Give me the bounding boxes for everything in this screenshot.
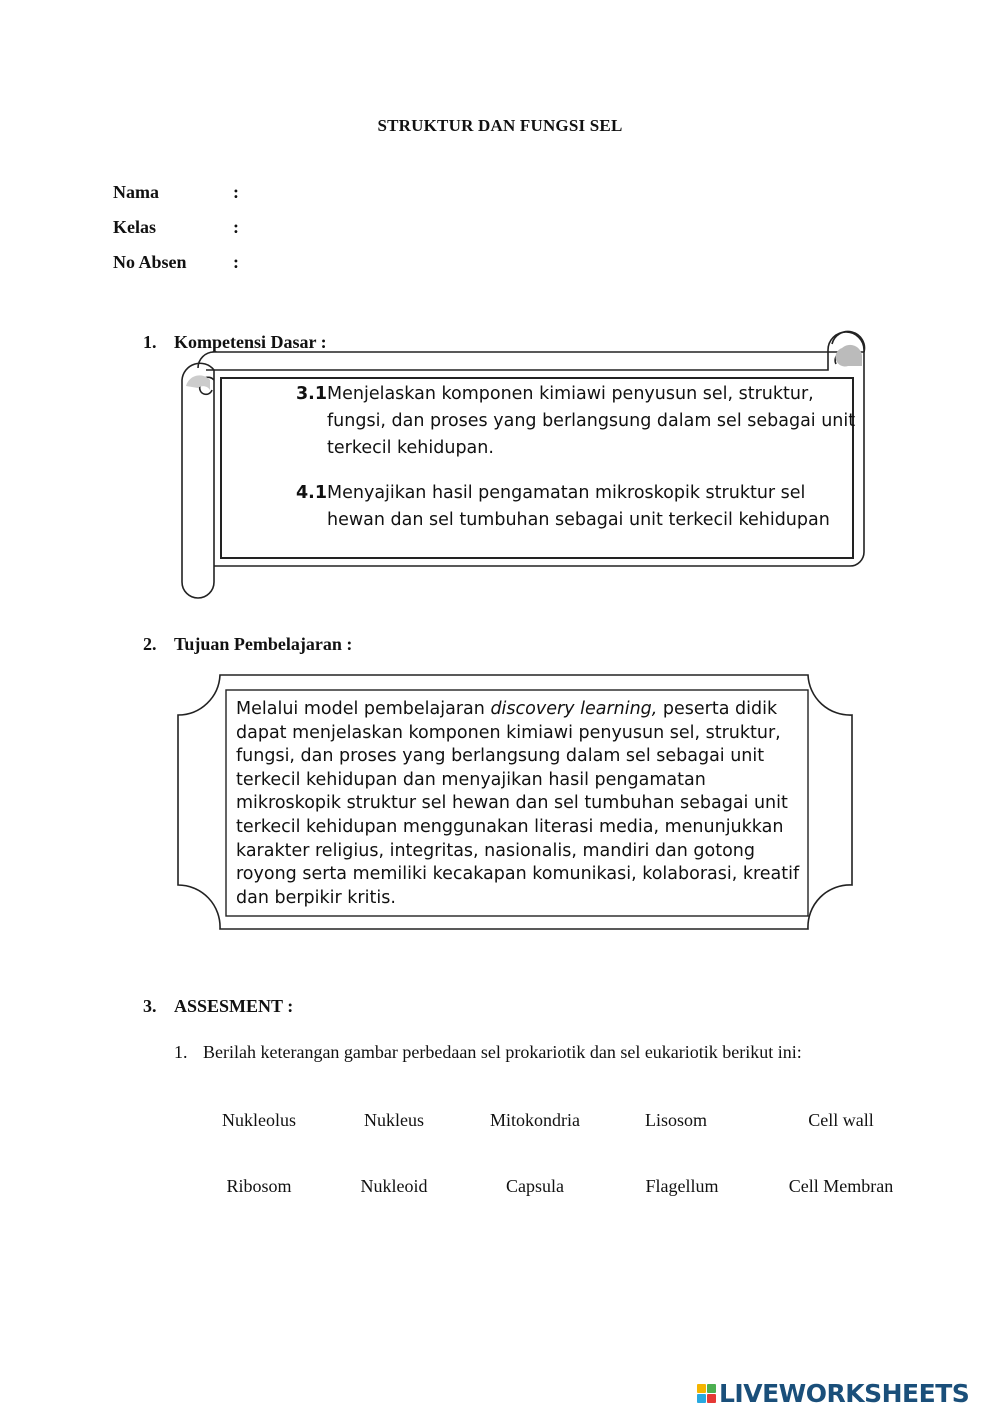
question-text: Berilah keterangan gambar perbedaan sel prokariotik dan sel eukariotik berikut ini:: [203, 1042, 802, 1062]
kelas-row: [113, 217, 239, 238]
logo-square-4: [707, 1394, 716, 1403]
kompetensi-item-text: Menyajikan hasil pengamatan mikroskopik struktur sel hewan dan sel tumbuhan sebagai unit terkecil kehidupan: [327, 483, 830, 530]
tujuan-paragraph: [236, 698, 802, 910]
no-absen-label: No Absen: [113, 252, 187, 272]
kompetensi-item-4-1: [296, 480, 856, 534]
tujuan-title: Tujuan Pembelajaran :: [174, 634, 353, 654]
no-absen-colon: :: [233, 252, 239, 272]
logo-square-3: [697, 1394, 706, 1403]
liveworksheets-logo[interactable]: [697, 1377, 969, 1409]
logo-square-2: [707, 1384, 716, 1393]
kelas-label: Kelas: [113, 217, 156, 237]
kompetensi-item-3-1: [296, 381, 856, 462]
logo-square-1: [697, 1384, 706, 1393]
tujuan-number: 2.: [143, 634, 157, 654]
nama-label: Nama: [113, 182, 159, 202]
term-cell-membran[interactable]: Cell Membran: [788, 1176, 894, 1196]
kompetensi-item-number: 3.1: [296, 384, 328, 404]
kompetensi-title: Kompetensi Dasar :: [174, 332, 327, 352]
question-1: [174, 1042, 802, 1063]
assesment-heading: [143, 996, 293, 1017]
tujuan-text-italic: discovery learning,: [490, 699, 658, 719]
kompetensi-number: 1.: [143, 332, 157, 352]
term-nukleolus[interactable]: Nukleolus: [222, 1110, 296, 1130]
question-number: 1.: [174, 1042, 188, 1062]
scroll-frame: [178, 330, 870, 602]
kompetensi-item-text: Menjelaskan komponen kimiawi penyusun sel, struktur, fungsi, dan proses yang berlangsung dalam sel sebagai unit terkecil kehidupan.: [327, 384, 856, 458]
liveworksheets-brand: LIVEWORKSHEETS: [719, 1378, 970, 1408]
no-absen-row: [113, 252, 239, 273]
term-nukleoid[interactable]: Nukleoid: [360, 1176, 428, 1196]
page-title: STRUKTUR DAN FUNGSI SEL: [377, 116, 623, 135]
kelas-colon: :: [233, 217, 239, 237]
tujuan-text-after: peserta didik dapat menjelaskan komponen kimiawi penyusun sel, struktur, fungsi, dan proses yang berlangsung dalam sel sebagai unit terkecil kehidupan dan menyajikan hasil pengamatan mikroskopik struktur sel hewan dan sel tumbuhan sebagai unit terkecil kehidupan menggunakan literasi media, menunjukkan karakter religius, integritas, nasionalis, mandiri dan gotong royong serta memiliki kecakapan komunikasi, kolaborasi, kreatif dan berpikir kritis.: [236, 699, 800, 908]
nama-row: [113, 182, 239, 203]
term-ribosom[interactable]: Ribosom: [226, 1176, 292, 1196]
kompetensi-item-number: 4.1: [296, 483, 328, 503]
assesment-number: 3.: [143, 996, 157, 1016]
term-cell-wall[interactable]: Cell wall: [808, 1110, 874, 1130]
term-capsula[interactable]: Capsula: [506, 1176, 564, 1196]
nama-colon: :: [233, 182, 239, 202]
liveworksheets-logo-icon: [697, 1384, 716, 1403]
tujuan-text-before: Melalui model pembelajaran: [236, 699, 491, 719]
term-mitokondria[interactable]: Mitokondria: [490, 1110, 580, 1130]
assesment-title: ASSESMENT :: [174, 996, 294, 1016]
term-lisosom[interactable]: Lisosom: [644, 1110, 707, 1130]
term-flagellum[interactable]: Flagellum: [645, 1176, 719, 1196]
tujuan-heading: [143, 634, 352, 655]
term-nukleus[interactable]: Nukleus: [364, 1110, 424, 1130]
